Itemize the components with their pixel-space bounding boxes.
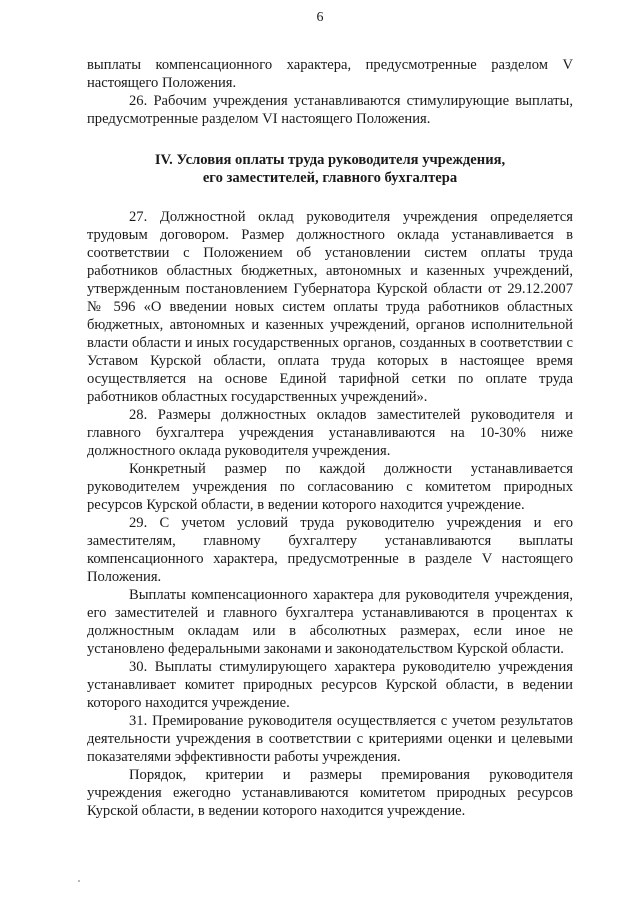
paragraph-29: 29. С учетом условий труда руководителю учреждения и его заместителям, главному бухгалтеру устанавливаются выплаты компенсационного характера, предусмотренные в разделе V настоящего Положения.	[87, 515, 573, 585]
paragraph-27: 27. Должностной оклад руководителя учреждения определяется трудовым договором. Размер должностного оклада устанавливается в соответствии с Положением об установлении систем оплаты труда работников областных бюджетных, автономных и казенных учреждений, утвержденным постановлением Губернатора Курской области от 29.12.2007 № 596 «О введении новых систем оплаты труда работников областных бюджетных, автономных и казенных учреждений, органов исполнительной власти области и иных государственных органов, созданных в соответствии с Уставом Курской области, оплата труда которых в настоящее время осуществляется на основе Единой тарифной сетки по оплате труда работников областных государственных учреждений».	[87, 209, 573, 405]
paragraph-top-1: выплаты компенсационного характера, предусмотренные разделом V настоящего Положения.	[87, 57, 573, 91]
paragraph-29-compensation: Выплаты компенсационного характера для руководителя учреждения, его заместителей и главного бухгалтера устанавливаются в процентах к должностным окладам или в абсолютных размерах, если иное не установлено федеральными законами и законодательством Курской области.	[87, 587, 573, 657]
scan-speck	[78, 880, 80, 882]
document-body	[87, 56, 573, 820]
page-number: 6	[316, 10, 324, 25]
section-heading	[87, 151, 573, 187]
paragraph-28-specific-size: Конкретный размер по каждой должности устанавливается руководителем учреждения по согласованию с комитетом природных ресурсов Курской области, в ведении которого находится учреждение.	[87, 461, 573, 513]
paragraph-28: 28. Размеры должностных окладов заместителей руководителя и главного бухгалтера учреждения устанавливаются на 10-30% ниже должностного оклада руководителя учреждения.	[87, 407, 573, 459]
paragraph-30: 30. Выплаты стимулирующего характера руководителю учреждения устанавливает комитет природных ресурсов Курской области, в ведении которого находится учреждение.	[87, 659, 573, 711]
paragraph-26: 26. Рабочим учреждения устанавливаются стимулирующие выплаты, предусмотренные разделом VI настоящего Положения.	[87, 93, 573, 127]
paragraph-31-procedure: Порядок, критерии и размеры премирования руководителя учреждения ежегодно устанавливаются комитетом природных ресурсов Курской области, в ведении которого находится учреждение.	[87, 767, 573, 819]
section-heading-line-2: его заместителей, главного бухгалтера	[202, 170, 458, 186]
section-heading-line-1: IV. Условия оплаты труда руководителя учреждения,	[154, 152, 506, 168]
paragraph-31: 31. Премирование руководителя осуществляется с учетом результатов деятельности учреждения в соответствии с критериями оценки и целевыми показателями эффективности работы учреждения.	[87, 713, 573, 765]
